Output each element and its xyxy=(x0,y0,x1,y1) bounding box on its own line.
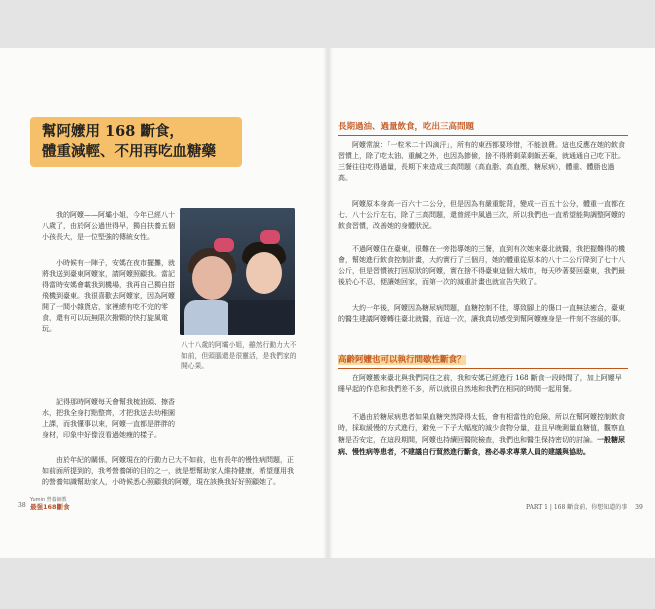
right-page-number: 39 xyxy=(635,504,643,511)
section-underline-1 xyxy=(338,135,628,136)
chapter-title-box xyxy=(30,117,242,167)
section-underline-2 xyxy=(338,368,628,369)
right-page xyxy=(330,48,655,558)
left-page-number: 38 xyxy=(18,502,26,509)
logo-line1: Yumin 營養師教 xyxy=(30,497,67,503)
chapter-title xyxy=(42,122,216,162)
footer-title: 168 斷食前，你想知道的事 xyxy=(553,504,628,511)
chapter-title-line2: 體重減輕、不用再吃血糖藥 xyxy=(42,143,216,160)
photo-caption: 八十八歲的阿壩小姐，雖然行動力大不如前，但頭腦還是很靈活，是我們家的開心果。 xyxy=(181,341,297,370)
section-heading-2-text: 高齡阿嬤也可以執行間歇性斷食？ xyxy=(338,355,466,365)
right-footer: PART 1 | 168 斷食前，你想知道的事 39 xyxy=(526,504,643,511)
left-paragraph-3: 記得那時阿嬤每天會幫我梳油頭、擦香水，把我全身打點整齊，才把我送去幼稚園上課，而我懂事以來，阿嬤一直都是胖胖的身材，印象中好像沒看過她瘦的樣子。 xyxy=(42,398,175,439)
right-s1-paragraph-4: 大約一年後，阿嬤因為糖尿病問題，血糖控制不佳，導致腳上的傷口一直無法癒合，臺東的醫生建議阿嬤轉往臺北就醫，而這一次，讓我真切感受到幫阿嬤瘦身是一件刻不容緩的事。 xyxy=(338,304,625,323)
section-heading-1-text: 長期過油、過量飲食，吃出三高問題 xyxy=(338,122,475,132)
right-s2-paragraph-1: 在阿嬤搬來臺北與我們同住之前，我和安媽已經進行 168 斷食一段時間了，加上阿嬤早睡早起的作息和我們差不多，所以就很自然地和我們在相同的時間一起用餐。 xyxy=(338,374,622,393)
right-s1-paragraph-1: 阿嬤常說：「一粒米二十四滴汗」，所有的東西都要珍惜，不能浪費。這也反應在她的飲食習慣上，除了吃太油、重鹹之外，也因為節儉，捨不得將剩菜剩飯丟棄，就通通自己吃下肚。三餐往往吃得過量，長期下來造成三高問題（高血脂、高血壓，糖尿病），體重、體脂也過高。 xyxy=(338,141,625,182)
right-s2-paragraph-2 xyxy=(338,412,628,458)
right-s2-paragraph-2-text: 不過由於糖尿病患者如果血糖突然降得太低，會有相當性的危險，所以在幫阿嬤控制飲食時，採取緩慢的方式進行，避免一下子大幅度的減少食物分量，並且早晚測量血糖值，觀察血糖是否安定，在這段期間，阿嬤也持續回醫院檢查，我們也和醫生保持密切的討論。 xyxy=(338,413,625,444)
chapter-title-line1: 幫阿嬤用 168 斷食， xyxy=(42,123,184,140)
book-spread xyxy=(0,48,655,558)
section-heading-1 xyxy=(338,121,474,133)
right-s1-paragraph-3: 不過阿嬤住在臺東，很難在一旁指導她的三餐，直到有次她來臺北就醫，我把握難得的機會，幫她進行飲食控制計畫，大約實行了三個月，她的體重從原本的八十二公斤降到了七十八公斤，但是習慣被打回原狀的阿嬤，實在捨不得臺東這個大城市，每天吵著要回臺東，我們最後於心不忍，便讓她回家，而第一次的減重計畫也就宣告失敗了。 xyxy=(338,245,625,286)
logo-line2: 最强168斷食 xyxy=(30,503,70,511)
right-s1-paragraph-2: 阿嬤原本身高一百六十二公分，但是因為有嚴重駝背，變成一百五十公分，體重一直都在七、八十公斤左右，除了三高問題，還曾經中風過三次，所以我們也一直希望能夠調整阿嬤的飲食習慣，改善她的身體狀況。 xyxy=(338,200,625,230)
left-paragraph-1: 我的阿嬤——阿壩小姐，今年已經八十八歲了，由於阿公過世得早，獨自扶養五個小孩長大，是一位堅強的傳統女性。 xyxy=(42,211,175,241)
book-logo xyxy=(30,497,82,511)
left-page xyxy=(0,48,326,558)
footer-part: PART 1 xyxy=(526,504,548,511)
right-s2-warning-text: 一般糖尿病、慢性病等患者，不建議自行貿然進行斷食，務必尋求專業人員的建議與協助。 xyxy=(338,435,625,456)
section-heading-2 xyxy=(338,354,466,366)
left-paragraph-2: 小時候有一陣子，安媽在夜市擺攤，就將我送到臺東阿嬤家，請阿嬤照顧我。當記得當時安媽會載我到機場，我再自己獨自搭飛機到臺東。我很喜歡去阿嬤家，因為阿嬤開了一間小雜貨店，家裡總有吃不完的零食，還有可以玩無限次撥顆的快打旋風電玩。 xyxy=(42,259,175,333)
family-photo xyxy=(180,208,295,335)
left-paragraph-4: 由於年紀的關係，阿嬤現在的行動力已大不如前，也有長年的慢性病問題，正如前面所提到的，我考營養師的目的之一，就是想幫助家人維持健康，希望運用我的營養知識幫助家人，小時候悉心照顧我的阿嬤，現在該換我好好照顧她了。 xyxy=(42,456,294,486)
